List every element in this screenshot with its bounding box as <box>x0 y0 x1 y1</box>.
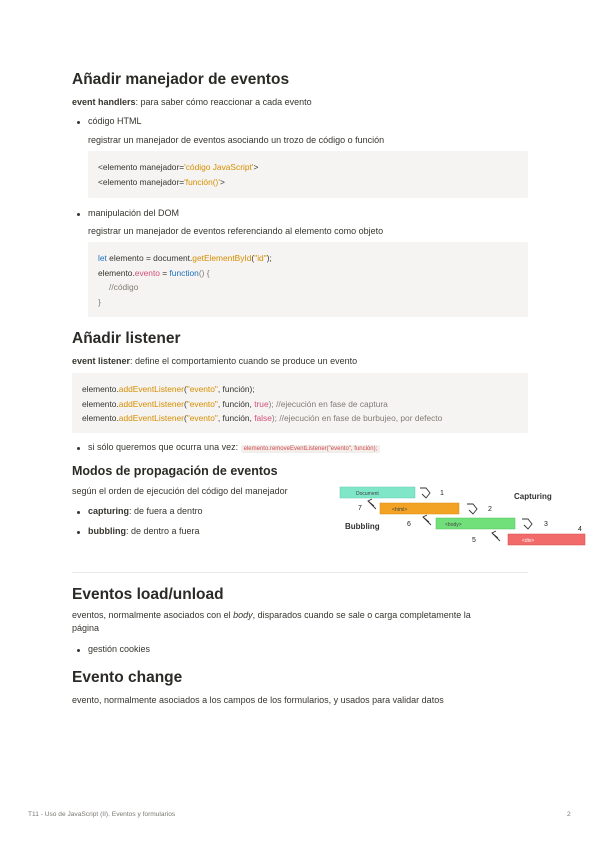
sec5-paragraph: evento, normalmente asociados a los campos de los formularios, y usados para validar datos <box>72 695 444 705</box>
propagation-diagram <box>336 482 588 554</box>
code-line: elemento.evento = function() { <box>98 267 210 278</box>
sec3-bullet-capturing: capturing: de fuera a dentro <box>88 506 203 516</box>
heading-evento-change: Evento change <box>72 669 183 686</box>
code-line: } <box>98 296 101 307</box>
code-block-dom <box>88 242 528 317</box>
diagram-bubbling-label: Bubbling <box>345 522 380 531</box>
sec1-bullet-dom-desc: registrar un manejador de eventos referenciando al elemento como objeto <box>88 226 384 236</box>
step-number: 3 <box>544 521 548 528</box>
code-line: elemento.addEventListener("evento", función, true); //ejecución en fase de captura <box>82 398 388 409</box>
diagram-box-document-label: Document <box>356 491 379 497</box>
bullet-dot <box>77 213 80 216</box>
code-block-listener <box>72 373 528 433</box>
bullet-dot <box>77 447 80 450</box>
sec1-lead <box>72 96 312 109</box>
bullet-dot <box>77 121 80 124</box>
sec2-lead <box>72 355 357 368</box>
step-number: 6 <box>407 521 411 528</box>
inline-code: elemento.removeEventListener("evento", función); <box>241 445 381 453</box>
heading-eventos-load: Eventos load/unload <box>72 586 224 603</box>
code-line: <elemento manejador='función()'> <box>98 176 225 187</box>
sec2-lead-rest: : define el comportamiento cuando se produce un evento <box>130 356 358 366</box>
sec1-bullet-html-desc: registrar un manejador de eventos asociando un trozo de código o función <box>88 135 385 145</box>
diagram-box-div <box>508 534 585 545</box>
divider <box>72 572 528 573</box>
sec2-bullet-once: si sólo queremos que ocurra una vez: elemento.removeEventListener("evento", función); <box>88 441 380 456</box>
footer-title: T11 - Uso de JavaScript (II). Eventos y formularios <box>28 811 176 818</box>
heading-modos-propagacion: Modos de propagación de eventos <box>72 464 278 478</box>
bullet-dot <box>77 511 80 514</box>
sec2-lead-bold: event listener <box>72 356 131 366</box>
diagram-box-html-label: <html> <box>392 507 408 513</box>
step-number: 1 <box>440 490 444 497</box>
sec1-lead-bold: event handlers <box>72 97 136 107</box>
footer-page-number: 2 <box>567 811 571 818</box>
sec1-lead-rest: : para saber cómo reaccionar a cada evento <box>135 97 312 107</box>
sec1-bullet-html: código HTML <box>88 116 142 126</box>
diagram-box-div-label: <div> <box>522 538 535 544</box>
bullet-dot <box>77 531 80 534</box>
step-number: 7 <box>358 505 362 512</box>
sec3-bullet-bubbling: bubbling: de dentro a fuera <box>88 526 200 536</box>
step-number: 2 <box>488 506 492 513</box>
sec4-paragraph: eventos, normalmente asociados con el body, disparados cuando se sale o carga completamente la página <box>72 610 471 633</box>
sec1-bullet-dom: manipulación del DOM <box>88 208 180 218</box>
diagram-box-body-label: <body> <box>445 522 462 528</box>
sec3-lead: según el orden de ejecución del código del manejador <box>72 486 288 496</box>
code-line: //código <box>109 282 139 292</box>
code-line: let elemento = document.getElementById("id"); <box>98 253 272 263</box>
step-number: 4 <box>578 526 582 533</box>
diagram-capturing-label: Capturing <box>514 492 552 501</box>
heading-anadir-listener: Añadir listener <box>72 330 181 347</box>
bullet-dot <box>77 649 80 652</box>
code-line: elemento.addEventListener("evento", función, false); //ejecución en fase de burbujeo, por defecto <box>82 413 443 423</box>
heading-anadir-manejador: Añadir manejador de eventos <box>72 71 290 88</box>
sec4-bullet-cookies: gestión cookies <box>88 644 151 654</box>
code-block-html <box>88 151 528 198</box>
code-line: <elemento manejador='código JavaScript'> <box>98 162 259 172</box>
step-number: 5 <box>472 537 476 544</box>
code-line: elemento.addEventListener("evento", función); <box>82 384 255 394</box>
